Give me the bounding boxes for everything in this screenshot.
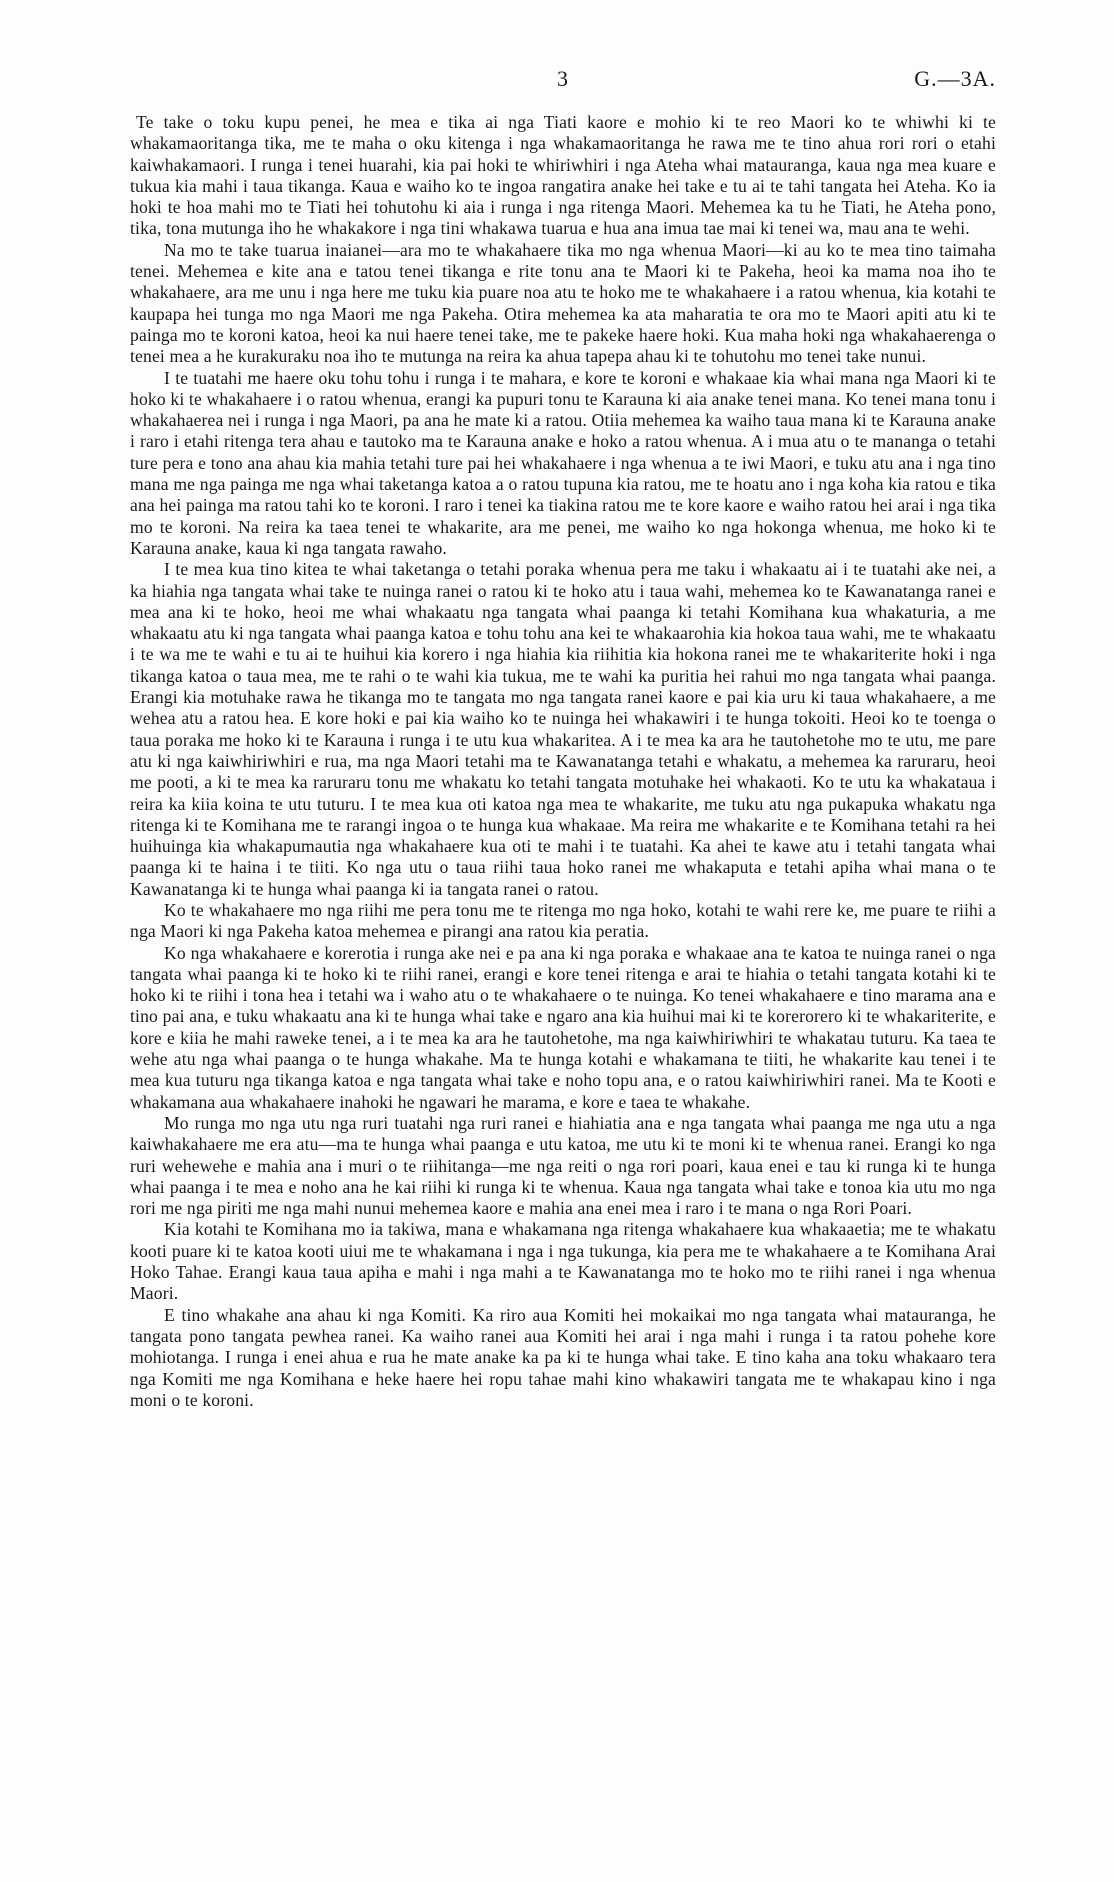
paragraph: Ko te whakahaere mo nga riihi me pera tonu me te ritenga mo nga hoko, kotahi te wahi rere ke, me puare te riihi a nga Maori ki nga Pakeha katoa mehemea e pirangi ana ratou kia peratia. bbox=[130, 899, 996, 942]
paragraph: Ko nga whakahaere e korerotia i runga ake nei e pa ana ki nga poraka e whakaae ana te katoa te nuinga ranei o nga tangata whai paanga ki te hoko ki te riihi ranei, erangi e kore tenei ritenga e arai te hiahia o tetahi tangata kotahi ki te hoko ki te riihi i tona hea i tetahi wa i waho atu o te whakahaere o te nuinga. Ko tenei whakahaere e tino marama ana e tino pai ana, e tuku whakaatu ana ki te hunga whai take e ngaro ana kia huihui mai ki te korerorero ki te whakariterite, e kore e kiia he mahi raweke tenei, a i te mea ka ara he tautohetohe, ma nga kaiwhiriwhiri te whakatau tuturu. Ka taea te wehe atu nga whai paanga o te hunga whakahe. Ma te hunga kotahi e whakamana te tiiti, he whakarite kau tenei i te mea kua tuturu nga tikanga katoa e nga tangata whai take e noho topu ana, e o ratou kaiwhiriwhiri ranei. Ma te Kooti e whakamana aua whakahaere inahoki he ngawari he marama, e kore e taea te whakahe. bbox=[130, 942, 996, 1112]
paragraph: Te take o toku kupu penei, he mea e tika ai nga Tiati kaore e mohio ki te reo Maori ko te whiwhi ki te whakamaoritanga tika, me te maha o oku kitenga i nga whakamaoritanga he rawa me te tino ahua rori rori o etahi kaiwhakamaori. I runga i tenei huarahi, kia pai hoki te whiriwhiri i nga Ateha whai matauranga, kaua nga mea kuare e tukua kia mahi i taua tikanga. Kaua e waiho ko te ingoa rangatira anake hei take e tu ai te tahi tangata hei Ateha. Ko ia hoki te hoa mahi mo te Tiati hei tohutohu ki aia i runga i nga ritenga Maori. Mehemea ka tu he Tiati, he Ateha pono, tika, tona mutunga iho he whakakore i nga tini whakawa tuarua e hua ana imua tae mai ki tenei wa, mau ana te wehi. bbox=[130, 112, 996, 239]
document-reference: G.—3A. bbox=[914, 66, 996, 91]
paragraph: I te mea kua tino kitea te whai taketanga o tetahi poraka whenua pera me taku i whakaatu ai i te tuatahi ake nei, a ka hiahia nga tangata whai take te nuinga ranei o ratou ki te hoko atu i taua wahi, mehemea ko te Kawanatanga ranei e mea ana ki te hoko, heoi me whai whakaatu nga tangata whai paanga ki tetahi Komihana kua whakaturia, a me whakaatu atu ki nga tangata whai paanga katoa e tohu tohu ana kei te whakaarohia kia hokoa taua wahi, me te whakaatu i te wa me te wahi e tu ai te huihui kia korero i nga hiahia kia riihitia kia hokona ranei me te whakariterite hoki i nga tikanga katoa o taua mea, me te rahi o te wahi kia tukua, me te wahi ka puritia hei rahui mo nga tangata whai paanga. Erangi kia motuhake rawa he tikanga mo te tangata mo nga tangata ranei kaore e pai kia uru ki taua whakahaere, a me wehea atu a ratou hea. E kore hoki e pai kia waiho ko te nuinga hei whakawiri i te hunga tokoiti. Heoi ko te toenga o taua poraka me hoko ki te Karauna i runga i te utu kua whakaritea. A i te mea ka ara he tautohetohe mo te utu, me pare atu ki nga kaiwhiriwhiri e rua, ma nga Maori tetahi ma te Kawanatanga tetahi e whakatu, a mehemea ka raruraru, heoi me pooti, a ki te mea ka raruraru tonu me whakatu ko tetahi tangata motuhake hei whakaoti. Ko te utu ka whakataua i reira ka kiia koina te utu tuturu. I te mea kua oti katoa nga mea te whakarite, me tuku atu nga pukapuka whakatu nga ritenga ki te Komihana me te rarangi ingoa o te hunga kua whakaae. Ma reira me whakarite e te Komihana tetahi ra hei huihuinga kia whakapumautia nga whakahaere kua oti te mahi i te tuatahi. Ka ahei te kawe atu i tetahi tangata whai paanga ki te haina i te tiiti. Ko nga utu o taua riihi taua hoko ranei me whakaputa e tetahi apiha whai mana o te Kawanatanga ki te hunga whai paanga ki ia tangata ranei o ratou. bbox=[130, 559, 996, 899]
paragraph: Kia kotahi te Komihana mo ia takiwa, mana e whakamana nga ritenga whakahaere kua whakaaetia; me te whakatu kooti puare ki te katoa kooti uiui me te whakamana i nga i nga tukunga, kia pera me te whakahaere a te Komihana Arai Hoko Tahae. Erangi kaua taua apiha e mahi i nga mahi a te Kawanatanga mo te hoko mo te riihi ranei i nga whenua Maori. bbox=[130, 1219, 996, 1304]
paragraph: I te tuatahi me haere oku tohu tohu i runga i te mahara, e kore te koroni e whakaae kia whai mana nga Maori ki te hoko ki te whakahaere i o ratou whenua, erangi ka pupuri tonu te Karauna ki aia anake tenei mana. Ko tenei mana tonu i whakahaerea nei i runga i nga Maori, pa ana he mate ki a ratou. Otiia mehemea ka waiho taua mana ki te Karauna anake i raro i etahi ritenga tera ahau e tautoko ma te Karauna anake e hoko a ratou whenua. A i mua atu o te mananga o tetahi ture pera e tono ana ahau kia mahia tetahi ture pai hei whakahaere i nga whenua a te iwi Maori, e tuku atu ana i nga tino mana me nga painga me nga whai taketanga katoa a o ratou tupuna kia ratou, me te hoatu ano i nga koha kia ratou e tika ana hei painga ma ratou tahi ko te koroni. I raro i tenei ka tiakina ratou me te kore kaore e waiho ratou hei arai i nga tika mo te koroni. Na reira ka taea tenei te whakarite, ara me penei, me waiho ko nga hokonga whenua, me hoko ki te Karauna anake, kaua ki nga tangata rawaho. bbox=[130, 367, 996, 558]
paragraph: Mo runga mo nga utu nga ruri tuatahi nga ruri ranei e hiahiatia ana e nga tangata whai paanga me nga utu a nga kaiwhakahaere me era atu—ma te hunga whai paanga e utu katoa, me utu ki te moni ki te whenua ranei. Erangi ko nga ruri wehewehe e mahia ana i muri o te riihitanga—me nga reiti o nga rori poari, kaua enei e tau ki runga ki te hunga whai paanga i te mea e noho ana he kai riihi ki runga ki te whenua. Kaua nga tangata whai take e tonoa kia utu mo nga rori me nga piriti me nga mahi nunui mehemea kaore e mahia ana enei mea i raro i te mana o nga Rori Poari. bbox=[130, 1112, 996, 1219]
body-text bbox=[130, 112, 996, 1411]
paragraph: Na mo te take tuarua inaianei—ara mo te whakahaere tika mo nga whenua Maori—ki au ko te mea tino taimaha tenei. Mehemea e kite ana e tatou tenei tikanga e rite tonu ana te Maori ki te Pakeha, heoi ka mama noa iho te whakahaere, ara me unu i nga here me tuku kia puare noa atu te hoko me te whakahaere i a ratou whenua, kia kotahi te kaupapa hei tunga mo nga Maori me nga Pakeha. Otira mehemea ka ata maharatia te ora mo te Maori apiti atu ki te painga mo te koroni katoa, heoi ka nui haere tenei take, me te pakeke haere hoki. Kua maha hoki nga whakahaerenga o tenei mea a he kurakuraku noa iho te mutunga na reira ka ahua tapepa ahau ki te tohutohu mo tenei take nunui. bbox=[130, 239, 996, 367]
paragraph: E tino whakahe ana ahau ki nga Komiti. Ka riro aua Komiti hei mokaikai mo nga tangata whai matauranga, he tangata pono tangata pewhea ranei. Ka waiho ranei aua Komiti hei arai i nga mahi i runga i ta ratou pohehe kore mohiotanga. I runga i enei ahua e rua he mate anake ka pa ki te hunga whai take. E tino kaha ana toku whakaaro tera nga Komiti me nga Komihana e heke haere hei ropu tahae mahi kino whakawiri tangata me te whakapau kino i nga moni o te koroni. bbox=[130, 1304, 996, 1410]
page-number: 3 bbox=[557, 66, 569, 91]
page-header bbox=[130, 66, 996, 96]
